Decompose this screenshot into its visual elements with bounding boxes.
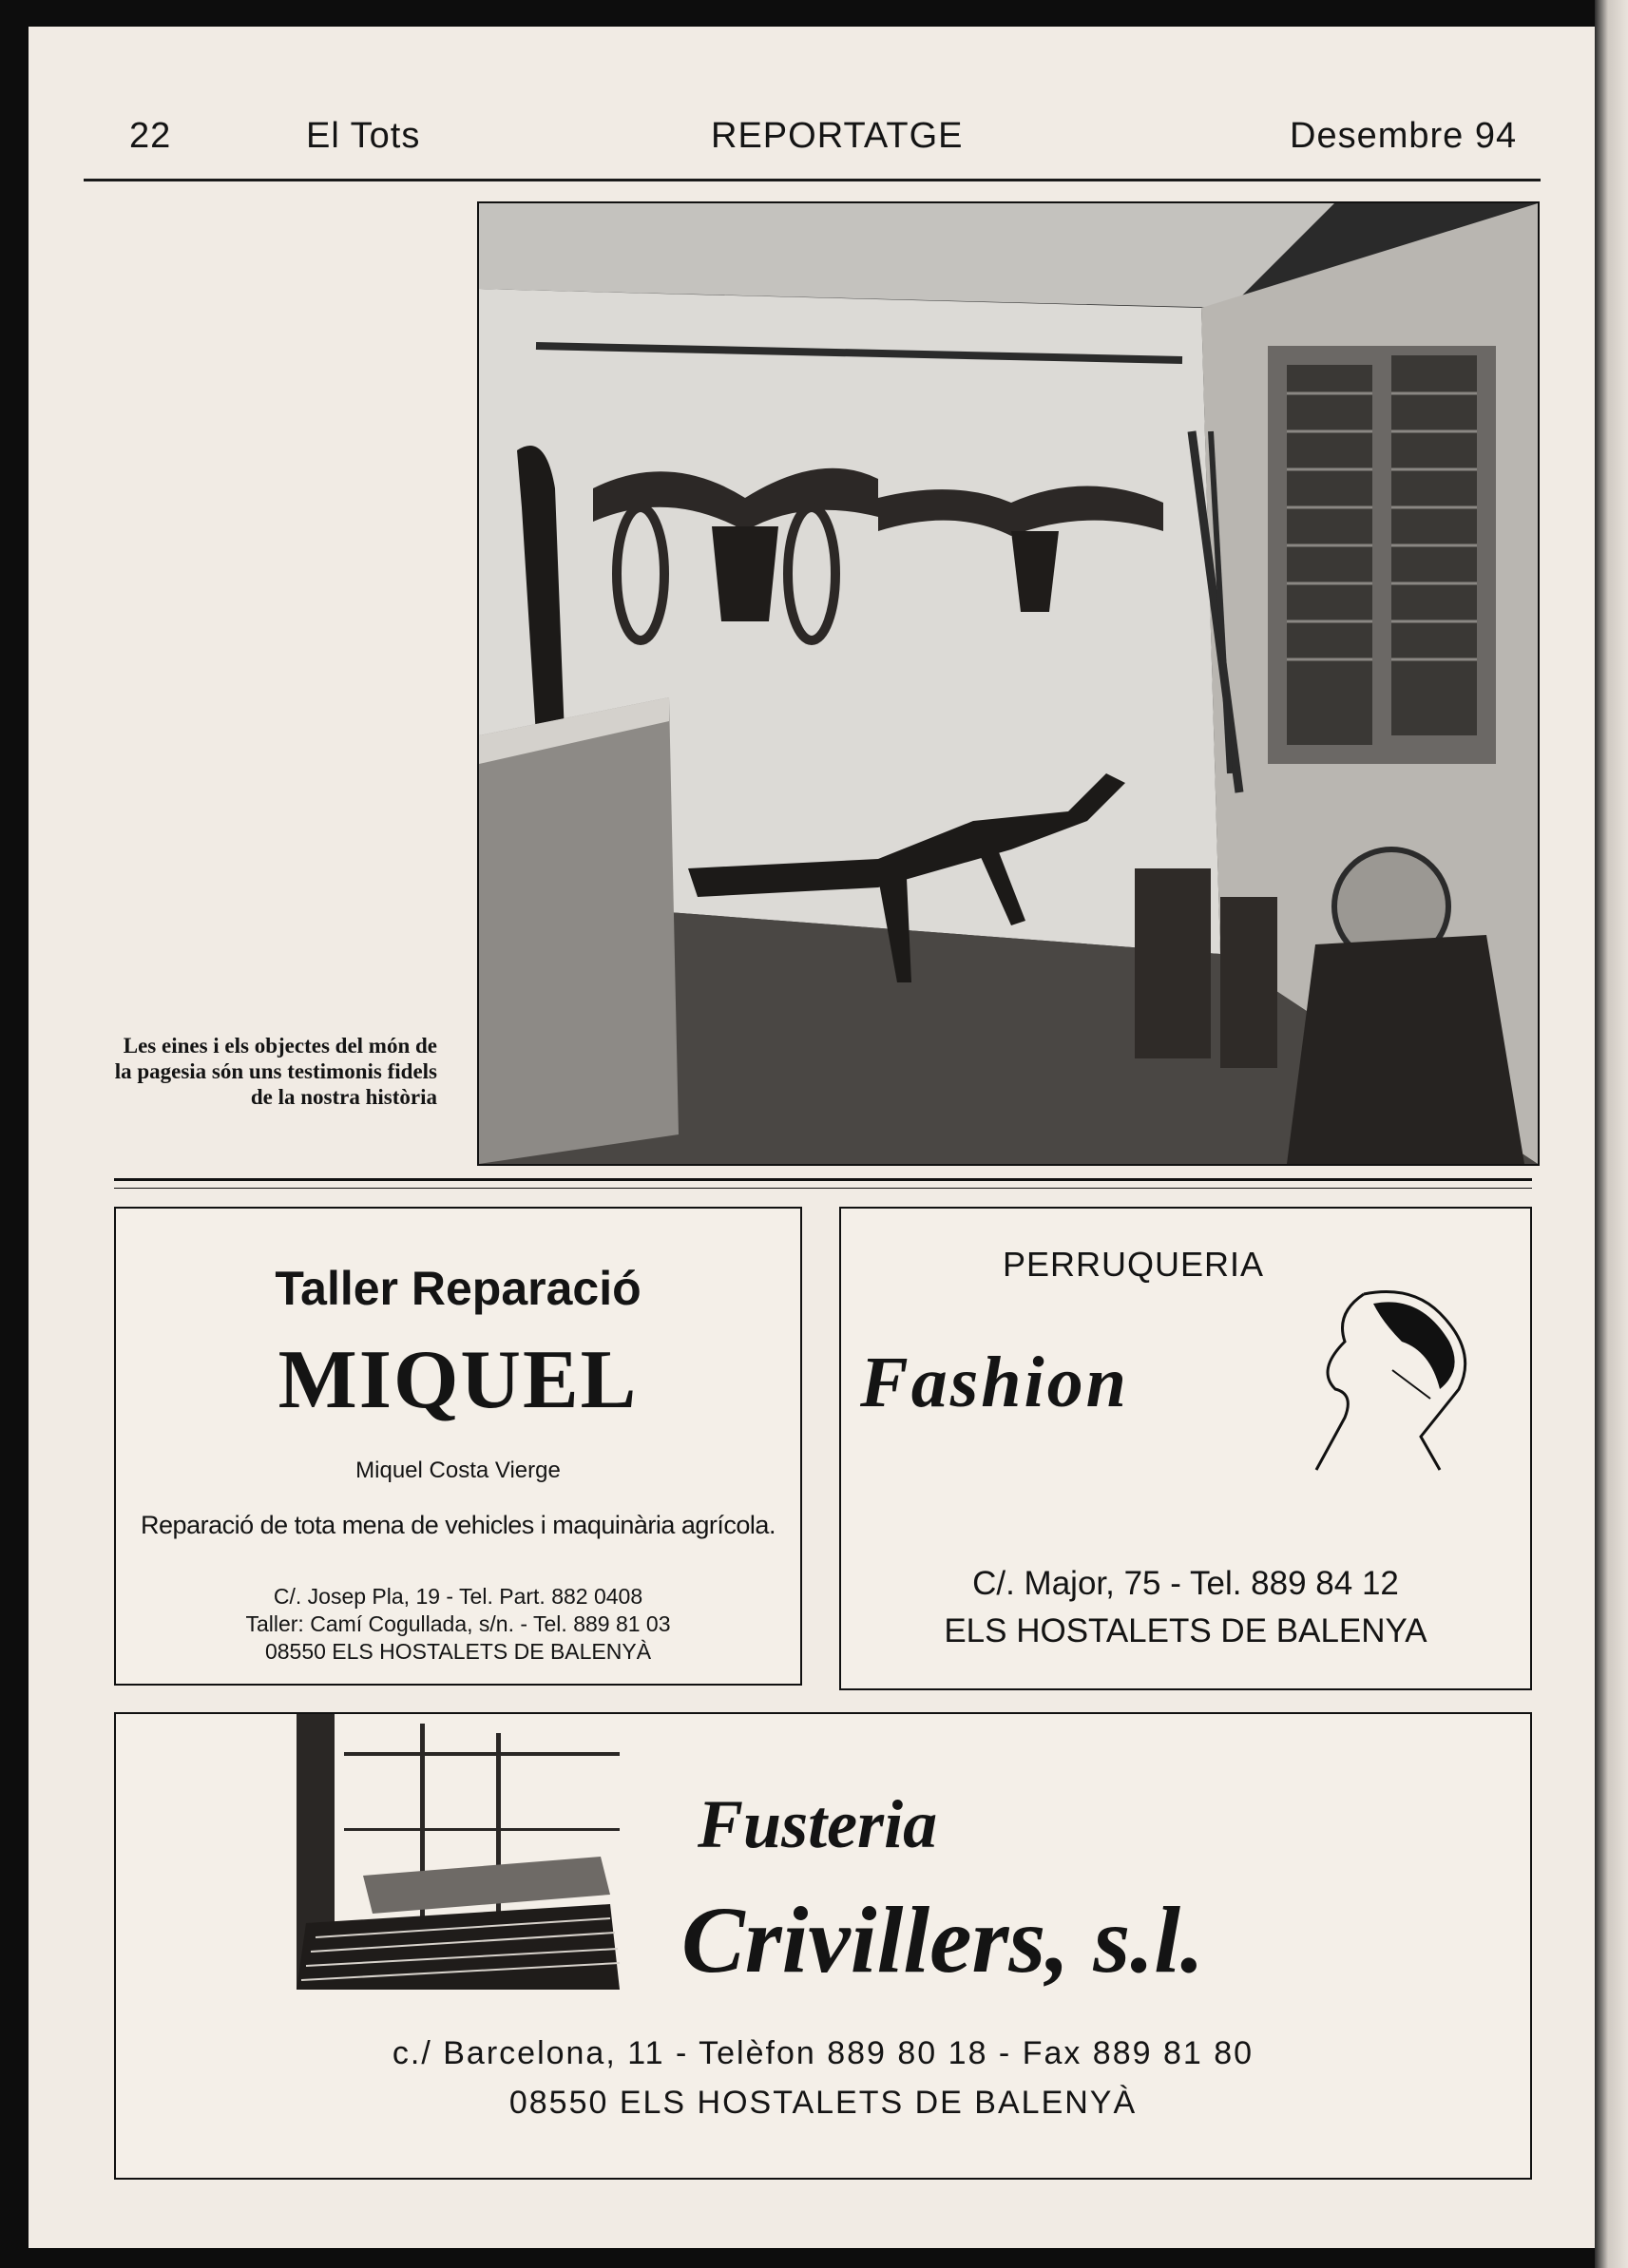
ad-fusteria-address: c./ Barcelona, 11 - Telèfon 889 80 18 - Fax 889 81 80 — [392, 2035, 1255, 2071]
museum-photo — [477, 201, 1540, 1166]
ad-miquel-address-home: C/. Josep Pla, 19 - Tel. Part. 882 0408 — [273, 1584, 643, 1609]
ad-miquel-name: MIQUEL — [278, 1334, 639, 1426]
section-title: REPORTATGE — [711, 116, 964, 156]
section-separator — [114, 1178, 1532, 1181]
ad-miquel-heading: Taller Reparació — [275, 1262, 642, 1315]
ad-perruqueria-town: ELS HOSTALETS DE BALENYA — [944, 1612, 1427, 1649]
woman-profile-logo-icon — [1297, 1285, 1487, 1475]
ad-fusteria-title: Fusteria — [698, 1786, 938, 1862]
ad-perruqueria-address: C/. Major, 75 - Tel. 889 84 12 — [972, 1565, 1399, 1602]
section-separator-thin — [114, 1188, 1532, 1189]
ad-perruqueria-fashion — [839, 1207, 1532, 1690]
publication-name: El Tots — [306, 116, 421, 156]
ad-taller-miquel — [114, 1207, 802, 1686]
ad-perruqueria-heading: PERRUQUERIA — [1003, 1245, 1265, 1284]
show-through-title — [90, 214, 117, 334]
ad-miquel-owner: Miquel Costa Vierge — [355, 1458, 561, 1483]
issue-date: Desembre 94 — [1290, 116, 1518, 156]
header-rule — [84, 179, 1541, 181]
photo-caption: Les eines i els objectes del món de la pagesia són uns testimonis fidels de la nostra història — [114, 1034, 437, 1109]
ad-fusteria-crivillers — [114, 1712, 1532, 2180]
ad-fusteria-town: 08550 ELS HOSTALETS DE BALENYÀ — [508, 2085, 1138, 2121]
ad-perruqueria-name: Fashion — [860, 1343, 1129, 1422]
carpentry-workshop-illustration — [287, 1714, 629, 1999]
ad-miquel-address-workshop: Taller: Camí Cogullada, s/n. - Tel. 889 81 03 — [245, 1611, 671, 1636]
page-spine — [1595, 0, 1628, 2268]
ad-miquel-town: 08550 ELS HOSTALETS DE BALENYÀ — [264, 1639, 652, 1664]
ad-fusteria-company: Crivillers, s.l. — [681, 1887, 1205, 1992]
page-number: 22 — [129, 116, 172, 156]
ad-miquel-description: Reparació de tota mena de vehicles i maquinària agrícola. — [141, 1511, 776, 1539]
